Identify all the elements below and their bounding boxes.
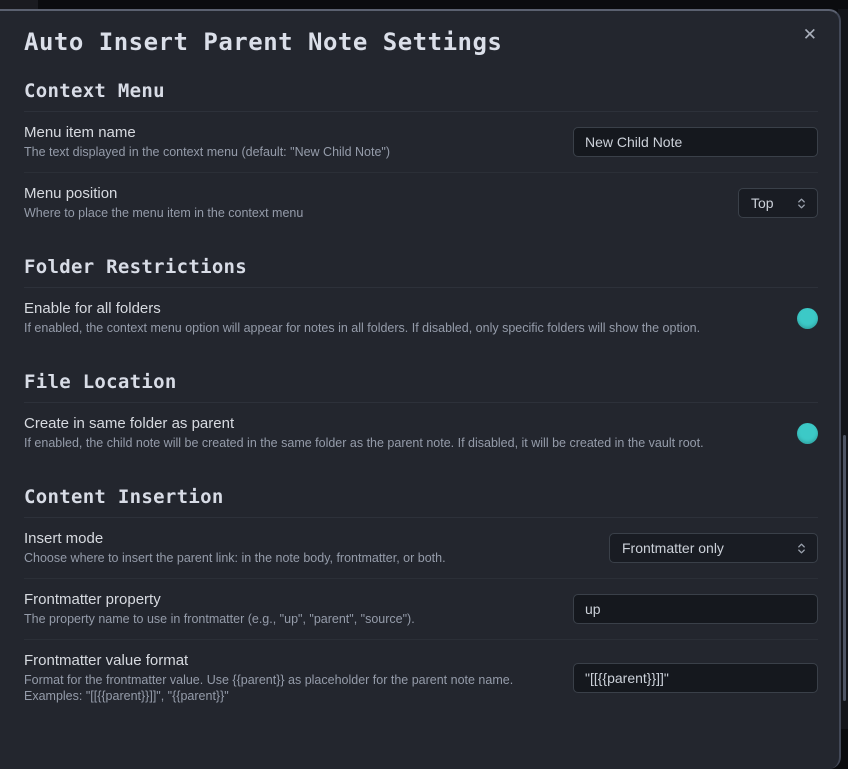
setting-description: If enabled, the context menu option will appear for notes in all folders. If disabled, only specific folders will show the option. [24, 321, 701, 336]
page-title: Auto Insert Parent Note Settings [24, 28, 503, 56]
app-background-segment [0, 0, 38, 9]
dropdown-selected-value: Top [751, 195, 774, 211]
insert-mode-dropdown[interactable] [609, 533, 818, 563]
same-folder-toggle[interactable] [797, 423, 818, 444]
setting-description: Format for the frontmatter value. Use {{parent}} as placeholder for the parent note name. Examples: "[[{{parent}}]]", "{{parent}}" [24, 673, 514, 703]
setting-name: Insert mode [24, 530, 104, 547]
setting-name: Menu item name [24, 124, 136, 141]
settings-modal [0, 9, 841, 769]
setting-description: The property name to use in frontmatter (e.g., "up", "parent", "source"). [24, 612, 415, 627]
menu-position-dropdown[interactable] [738, 188, 818, 218]
setting-name: Frontmatter property [24, 591, 161, 608]
setting-row-insert-mode [24, 518, 818, 578]
setting-info [24, 299, 781, 337]
scrollbar-thumb[interactable] [843, 435, 846, 701]
section-heading-content-insertion: Content Insertion [24, 486, 818, 518]
dropdown-selected-value: Frontmatter only [622, 540, 724, 556]
setting-info [24, 590, 557, 628]
frontmatter-property-input[interactable] [573, 594, 818, 624]
setting-name: Enable for all folders [24, 300, 161, 317]
setting-row-menu-position [24, 172, 818, 233]
setting-description: The text displayed in the context menu (default: "New Child Note") [24, 145, 391, 160]
section-heading-folder-restrictions: Folder Restrictions [24, 256, 818, 288]
setting-info [24, 651, 557, 705]
setting-info [24, 529, 593, 567]
setting-row-same-folder-as-parent [24, 403, 818, 463]
setting-row-frontmatter-property [24, 578, 818, 639]
setting-info [24, 414, 781, 452]
menu-item-name-input[interactable] [573, 127, 818, 157]
setting-name: Create in same folder as parent [24, 415, 235, 432]
enable-all-folders-toggle[interactable] [797, 308, 818, 329]
setting-row-menu-item-name [24, 112, 818, 172]
app-background-top [0, 0, 848, 9]
chevrons-up-down-icon [795, 542, 808, 555]
section-heading-context-menu: Context Menu [24, 80, 818, 112]
section-heading-file-location: File Location [24, 371, 818, 403]
setting-description: Where to place the menu item in the context menu [24, 206, 304, 221]
setting-info [24, 123, 557, 161]
setting-row-enable-all-folders [24, 288, 818, 348]
modal-content [0, 28, 839, 746]
setting-name: Frontmatter value format [24, 652, 189, 669]
setting-description: Choose where to insert the parent link: in the note body, frontmatter, or both. [24, 551, 446, 566]
frontmatter-value-format-input[interactable] [573, 663, 818, 693]
close-icon[interactable]: ✕ [802, 25, 817, 45]
setting-info [24, 184, 722, 222]
setting-description: If enabled, the child note will be created in the same folder as the parent note. If disabled, it will be created in the vault root. [24, 436, 704, 451]
setting-name: Menu position [24, 185, 118, 202]
chevrons-up-down-icon [795, 197, 808, 210]
setting-row-frontmatter-value-format [24, 639, 818, 716]
